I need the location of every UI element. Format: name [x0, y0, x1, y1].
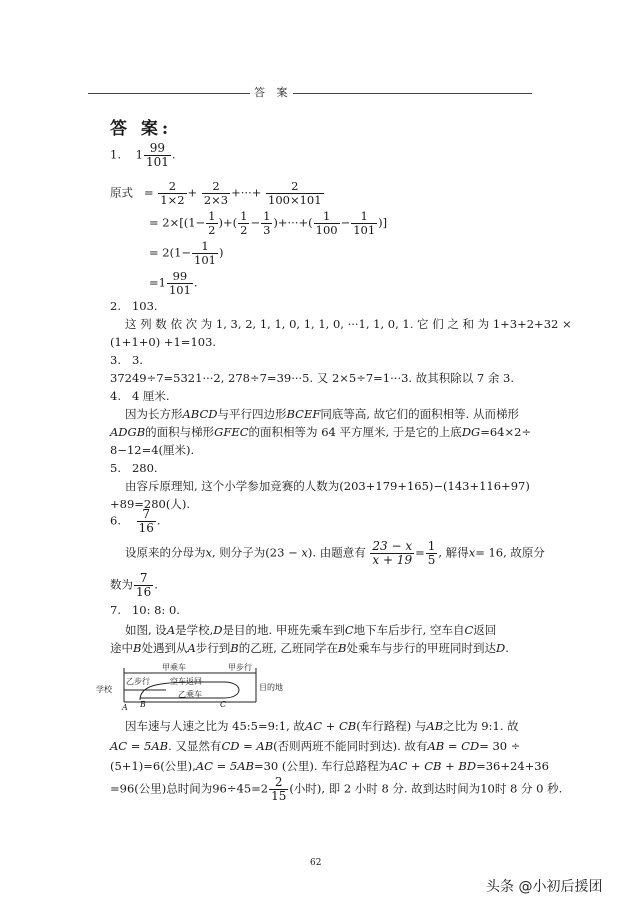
solution-1-line-3: = 2(1− $\frac{1}{101}$ ): [149, 239, 224, 267]
fraction: $\frac{1}{2}$: [240, 209, 248, 237]
fraction: $\frac{1}{101}$: [353, 209, 376, 237]
point-a: A: [122, 703, 128, 712]
fraction: $\frac{1}{2}$: [208, 209, 216, 237]
header-rule-right: [293, 93, 532, 94]
fraction: $\frac{99}{101}$: [145, 141, 169, 169]
fraction: $\frac{2}{1\times 2}$: [160, 179, 185, 207]
solution-3-line-1: 37249÷7=5321···2, 278÷7=39···5. 又 2×5÷7=1···3. 故其积除以 7 余 3.: [110, 371, 514, 385]
label-jia-walk: 甲步行: [228, 663, 252, 672]
route-diagram: [96, 660, 296, 712]
label-jia-car: 甲乘车: [162, 663, 186, 672]
solution-4-line-3: 8−12=4(厘米).: [110, 443, 195, 457]
solution-7-line-1: 如图, 设A是学校,D是目的地. 甲班先乘车到C地下车后步行, 空车自C返回: [125, 623, 497, 637]
point-b: B: [140, 700, 146, 709]
header-title: 答 案: [254, 86, 292, 99]
fraction: $\frac{2}{15}$: [271, 775, 287, 803]
fraction: $\frac{1}{101}$: [194, 239, 216, 267]
solution-5-line-2: +89=280(人).: [110, 497, 190, 511]
answer-4: 4. 4 厘米.: [110, 389, 170, 403]
fraction: $\frac{7}{16}$: [138, 507, 154, 535]
solution-6-line-2: 数为 $\frac{7}{16}$ .: [110, 571, 158, 599]
fraction: $\frac{1}{3}$: [263, 209, 271, 237]
solution-6-line-1: 设原来的分母为x, 则分子为(23 − x). 由题意有 $\frac{23 - x}{x + 19}$ = $\frac{1}{5}$ , 解得x= 16, 故原分: [125, 539, 545, 567]
answer-2: 2. 103.: [110, 299, 158, 313]
point-c: C: [220, 700, 227, 709]
fraction: $\frac{1}{100}$: [315, 209, 338, 237]
answer-7: 7. 10: 8: 0.: [110, 603, 180, 617]
solution-2-line-1: 这 列 数 依 次 为 1, 3, 2, 1, 1, 0, 1, 1, 0, ···1, 1, 0, 1. 它 们 之 和 为 1+3+2+32 ×: [125, 317, 572, 331]
solution-2-line-2: (1+1+0) +1=103.: [110, 335, 217, 349]
answers-heading: 答 案:: [110, 119, 173, 139]
answer-6: 6. $\frac{7}{16}$ .: [110, 507, 161, 535]
label-yi-walk: 乙步行: [126, 677, 150, 686]
solution-7-line-5: (5+1)=6(公里),AC = 5AB=30 (公里). 车行总路程为AC + CB + BD=36+24+36: [110, 759, 549, 773]
answer-1: 1. 1 $\frac{99}{101}$ .: [110, 141, 176, 169]
page-number: 62: [310, 858, 322, 868]
solution-4-line-2: ADGB的面积与梯形GFEC的面积相等为 64 平方厘米, 于是它的上底DG=64×2÷: [110, 425, 532, 439]
solution-7-line-3: 因车速与人速之比为 45:5=9:1, 故AC + CB(车行路程) 与AB之比为 9:1. 故: [125, 719, 519, 733]
answer-3: 3. 3.: [110, 353, 143, 367]
header-rule-left: [88, 93, 250, 94]
answer-5: 5. 280.: [110, 461, 158, 475]
fraction: $\frac{1}{5}$: [427, 539, 436, 567]
solution-4-line-1: 因为长方形ABCD与平行四边形BCEF同底等高, 故它们的面积相等. 从而梯形: [125, 407, 519, 421]
solution-1-line-2: = 2×[(1− $\frac{1}{2}$ )+( $\frac{1}{2}$ − $\frac{1}{3}$ )+···+( $\frac{1}{100}$ − $\frac{1}{101}$ )]: [149, 209, 388, 237]
solution-7-line-4: AC = 5AB. 又显然有CD = AB(否则两班不能同时到达). 故有AB = CD= 30 ÷: [110, 739, 521, 753]
fraction: $\frac{2}{2\times 3}$: [203, 179, 229, 207]
solution-7-line-2: 途中B处遇到从A步行到B的乙班, 乙班同学在B处乘车与步行的甲班同时到达D.: [110, 641, 509, 655]
label-empty-return: 空车返回: [170, 677, 202, 686]
fraction: $\frac{7}{16}$: [136, 571, 152, 599]
solution-7-line-6: =96(公里)总时间为96÷45=2 $\frac{2}{15}$ (小时), 即 2 小时 8 分. 故到达时间为10时 8 分 0 秒.: [110, 775, 563, 803]
fraction: $\frac{2}{100\times 101}$: [268, 179, 322, 207]
fraction: $\frac{23 - x}{x + 19}$: [372, 539, 413, 567]
page-header: [88, 84, 532, 104]
watermark: 头条 @小初后援团: [486, 879, 603, 895]
label-destination: 目的地: [259, 683, 283, 692]
label-school: 学校: [96, 685, 112, 694]
solution-5-line-1: 由容斥原理知, 这个小学参加竞赛的人数为(203+179+165)−(143+116+97): [125, 479, 530, 493]
solution-1-line-1: 原式 = $\frac{2}{1\times 2}$ + $\frac{2}{2\times 3}$ +···+ $\frac{2}{100\times 101}$: [110, 179, 322, 207]
fraction: $\frac{99}{101}$: [168, 269, 191, 297]
label-yi-car: 乙乘车: [178, 690, 202, 699]
solution-1-line-4: =1 $\frac{99}{101}$ .: [149, 269, 198, 297]
